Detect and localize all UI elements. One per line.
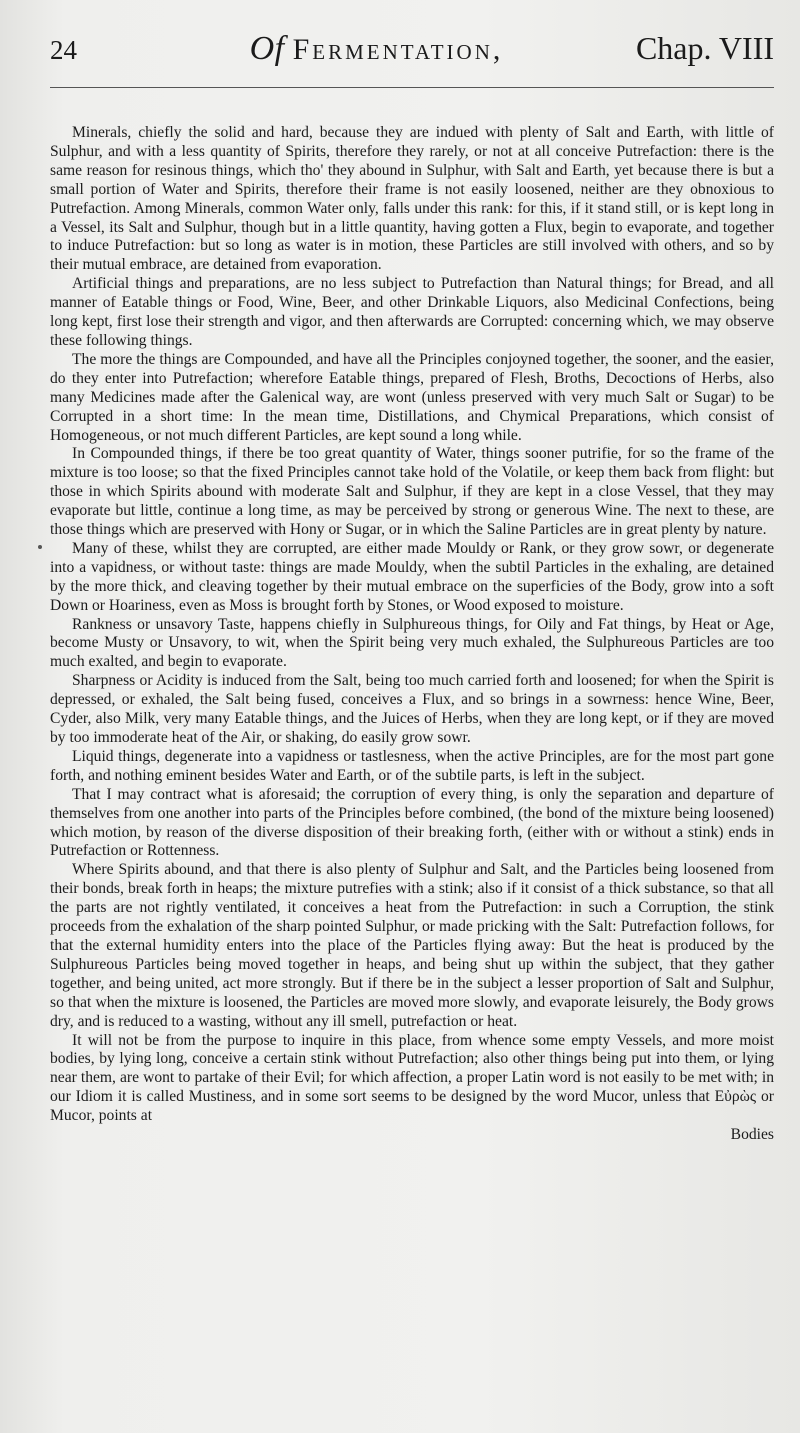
page-number: 24: [50, 35, 77, 65]
running-title-of: Of: [249, 30, 285, 67]
paragraph: The more the things are Compounded, and have all the Principles conjoyned together, the sooner, and the easier, do they enter into Putrefaction; wherefore Eatable things, prepared of Flesh, Broths, Decoctions of Herbs, also many Medicines made after the Galenical way, are wont (unless preserved with very much Salt or Sugar) to be Corrupted in a short time: In the mean time, Distillations, and Chymical Preparations, which consist of Homogeneous, or not much different Particles, are kept sound a long while.: [50, 350, 774, 444]
paragraph: In Compounded things, if there be too great quantity of Water, things sooner putrifie, for so the frame of the mixture is too loose; so that the fixed Principles cannot take hold of the Volatile, or keep them back from flight: but those in which Spirits abound with moderate Salt and Sulphur, if they are kept in a close Vessel, that they may evaporate but little, continue a long time, as may be perceived by strong or generous Wine. The next to these, are those things which are preserved with Hony or Sugar, or in which the Saline Particles are in great plenty by nature.: [50, 445, 774, 539]
ink-speck: [38, 545, 42, 549]
running-title: [250, 30, 504, 68]
header-rule: [50, 87, 774, 88]
chapter-heading: Chap. VIII: [635, 30, 774, 66]
paragraph: Where Spirits abound, and that there is also plenty of Sulphur and Salt, and the Particles being loosened from their bonds, break forth in heaps; the mixture putrefies with a stink; also if it consist of a thick substance, so that all the parts are not rightly ventilated, it conceives a heat from the Putrefaction: in such a Corruption, the stink proceeds from the exhalation of the sharp pointed Sulphur, or made pricking with the Salt: Putrefaction follows, for that the external humidity enters into the place of the Particles flying away: But the heat is produced by the Sulphureous Particles being moved together in heaps, and being shut up within the subject, that they gather together, and being united, act more strongly. But if there be in the subject a lesser proportion of Salt and Sulphur, so that when the mixture is loosened, the Particles are moved more slowly, and evaporate leisurely, the Body grows dry, and is reduced to a wasting, without any ill smell, putrefaction or heat.: [50, 861, 774, 1030]
catchword: Bodies: [730, 1126, 774, 1144]
paragraph: Artificial things and preparations, are no less subject to Putrefaction than Natural things; for Bread, and all manner of Eatable things or Food, Wine, Beer, and other Drinkable Liquors, also Medicinal Confections, being long kept, first lose their strength and vigor, and then afterwards are Corrupted: concerning which, we may observe these following things.: [50, 275, 774, 349]
paragraph: Liquid things, degenerate into a vapidness or tastlesness, when the active Principles, are for the most part gone forth, and nothing eminent besides Water and Earth, or of the subtile parts, is left in the subject.: [50, 747, 774, 784]
paragraph: Rankness or unsavory Taste, happens chiefly in Sulphureous things, for Oily and Fat things, by Heat or Age, become Musty or Unsavory, to wit, when the Spirit being very much exhaled, the Sulphureous Particles are too much exalted, and begin to evaporate.: [50, 615, 774, 671]
paragraph: It will not be from the purpose to inquire in this place, from whence some empty Vessels, and more moist bodies, by lying long, conceive a certain stink without Putrefaction; also other things being put into them, or lying near them, are wont to partake of their Evil; for which affection, a proper Latin word is not easily to be met with; in our Idiom it is called Mustiness, and in some sort seems to be designed by the word Mucor, unless that Εὐρὼς or Mucor, points at: [50, 1031, 774, 1125]
body-text: [50, 124, 774, 1126]
running-title-main: Fermentation,: [292, 33, 504, 66]
paragraph: That I may contract what is aforesaid; the corruption of every thing, is only the separation and departure of themselves from one another into parts of the Principles before combined, (the bond of the mixture being loosened) which motion, by reason of the diverse disposition of their breaking forth, (either with or without a stink) ends in Putrefaction or Rottenness.: [50, 785, 774, 860]
paragraph: Sharpness or Acidity is induced from the Salt, being too much carried forth and loosened; for when the Spirit is depressed, or exhaled, the Salt being fused, conceives a Flux, and so brings in a sowrness: hence Wine, Beer, Cyder, also Milk, very many Eatable things, and the Juices of Herbs, when they are long kept, or if they are moved by too immoderate heat of the Air, or shaking, do easily grow sowr.: [50, 672, 774, 746]
running-header: [50, 30, 774, 90]
paragraph: Minerals, chiefly the solid and hard, because they are indued with plenty of Salt and Earth, with little of Sulphur, and with a less quantity of Spirits, therefore they rarely, or not at all conceive Putrefaction: there is the same reason for resinous things, which tho' they abound in Sulphur, with Salt and Earth, yet because there is but a small portion of Water and Spirits, therefore their frame is not easily loosened, neither are they obnoxious to Putrefaction. Among Minerals, common Water only, falls under this rank: for this, if it stand still, or is kept long in a Vessel, its Salt and Sulphur, though but in a little quantity, having gotten a Flux, begin to evaporate, and together to induce Putrefaction: but so long as water is in motion, these Particles are still involved with others, and so by their mutual embrace, are detained from evaporation.: [50, 124, 774, 274]
paragraph: Many of these, whilst they are corrupted, are either made Mouldy or Rank, or they grow sowr, or degenerate into a vapidness, or without taste: things are made Mouldy, when the subtil Particles in the exhaling, are detained by the more thick, and cleaving together by their mutual embrace on the superficies of the Body, grow into a soft Down or Hoariness, even as Moss is brought forth by Stones, or Wood exposed to moisture.: [50, 539, 774, 614]
